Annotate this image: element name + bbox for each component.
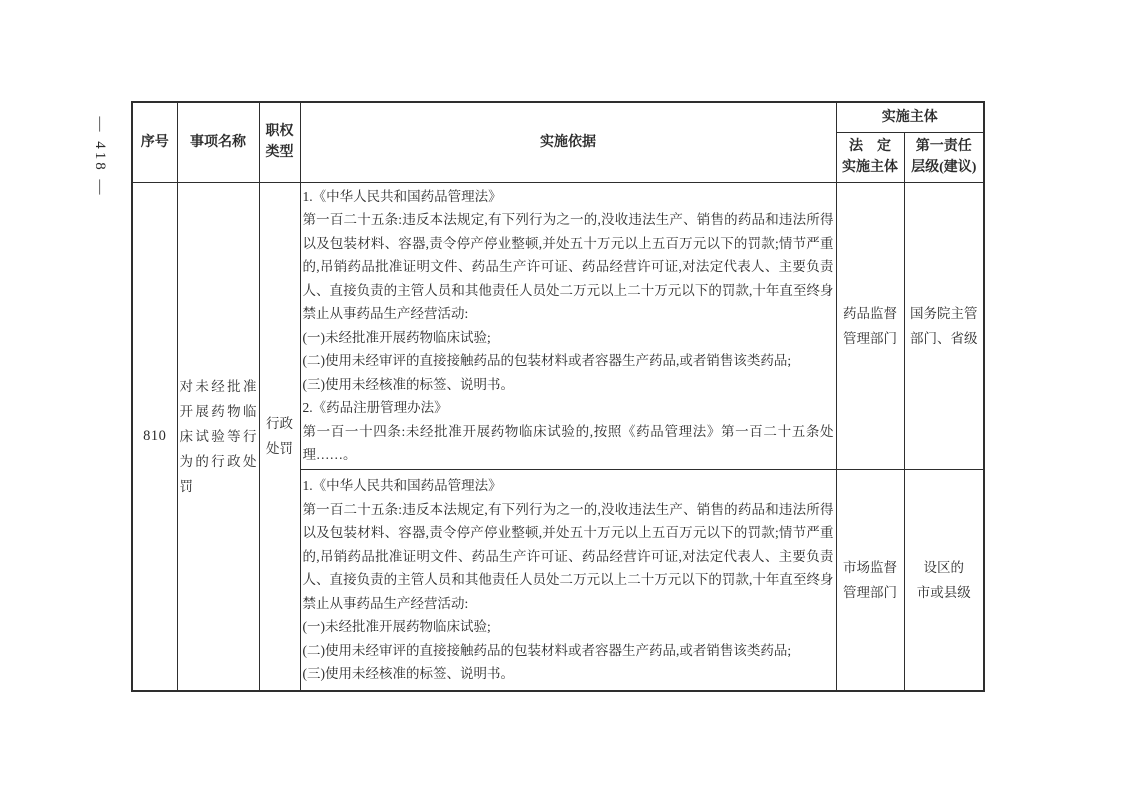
header-power-type xyxy=(259,102,300,182)
basis-paragraph: (三)使用未经核准的标签、说明书。 xyxy=(302,666,514,681)
cell-resp-level-row1 xyxy=(904,182,984,469)
legal-subject-row1-line1: 药品监督 xyxy=(843,305,897,321)
basis-paragraph: (一)未经批准开展药物临床试验; xyxy=(302,329,491,345)
resp-level-row2-line1: 设区的 xyxy=(923,559,964,575)
basis-paragraph: 第一百二十五条:违反本法规定,有下列行为之一的,没收违法生产、销售的药品和违法所得以及包装材料、容器,责令停产停业整顿,并处五十万元以上五百万元以下的罚款;情节严重的,吊销药品批准证明文件、药品生产许可证、药品经营许可证,对法定代表人、主要负责人、直接负责的主管人员和其他责任人员处二万元以上二十万元以下的罚款,十年直至终身禁止从事药品生产经营活动: xyxy=(302,501,834,611)
header-legal-subject-line2: 实施主体 xyxy=(842,160,898,175)
legal-subject-row2-line2: 管理部门 xyxy=(843,584,897,600)
cell-basis-row1 xyxy=(300,182,836,469)
resp-level-row1-line1: 国务院主管 xyxy=(910,305,978,321)
cell-legal-subject-row2 xyxy=(836,469,904,691)
page-number: — 418 — xyxy=(92,116,108,198)
implementation-matrix-table xyxy=(131,101,985,692)
legal-subject-row2-line1: 市场监督 xyxy=(843,559,897,575)
cell-item-name xyxy=(177,182,259,691)
cell-power-type xyxy=(259,182,300,691)
table-row xyxy=(132,182,984,469)
header-resp-level-line1: 第一责任 xyxy=(915,139,972,154)
basis-paragraph: 第一百二十五条:违反本法规定,有下列行为之一的,没收违法生产、销售的药品和违法所得以及包装材料、容器,责令停产停业整顿,并处五十万元以上五百万元以下的罚款;情节严重的,吊销药品批准证明文件、药品生产许可证、药品经营许可证,对法定代表人、主要负责人、直接负责的主管人员和其他责任人员处二万元以上二十万元以下的罚款,十年直至终身禁止从事药品生产经营活动: xyxy=(302,212,834,321)
header-legal-subject xyxy=(836,132,904,182)
header-power-type-line1: 职权 xyxy=(265,124,294,140)
cell-resp-level-row2 xyxy=(904,469,984,691)
header-subject-group: 实施主体 xyxy=(836,102,984,132)
basis-paragraph: (二)使用未经审评的直接接触药品的包装材料或者容器生产药品,或者销售该类药品; xyxy=(302,353,792,368)
legal-subject-row1-line2: 管理部门 xyxy=(843,330,897,346)
power-type-line1: 行政 xyxy=(266,416,293,432)
basis-paragraph: 2.《药品注册管理办法》 xyxy=(302,400,448,415)
power-type-line2: 处罚 xyxy=(266,441,293,457)
basis-paragraph: 1.《中华人民共和国药品管理法》 xyxy=(302,478,502,493)
header-basis: 实施依据 xyxy=(300,102,836,182)
basis-paragraph: (一)未经批准开展药物临床试验; xyxy=(302,619,491,634)
header-resp-level-line2: 层级(建议) xyxy=(911,160,977,175)
header-item-name: 事项名称 xyxy=(177,102,259,182)
header-legal-subject-line1: 法 定 xyxy=(849,139,891,154)
item-name-text: 对未经批准开展药物临床试验等行为的行政处罚 xyxy=(179,378,257,494)
basis-paragraph: (三)使用未经核准的标签、说明书。 xyxy=(302,376,514,392)
resp-level-row1-line2: 部门、省级 xyxy=(910,330,978,346)
header-power-type-line2: 类型 xyxy=(265,145,294,161)
cell-serial-number: 810 xyxy=(132,182,177,691)
basis-paragraph: 第一百一十四条:未经批准开展药物临床试验的,按照《药品管理法》第一百二十五条处理……。 xyxy=(302,423,834,462)
resp-level-row2-line2: 市或县级 xyxy=(916,584,971,600)
basis-paragraph: 1.《中华人民共和国药品管理法》 xyxy=(302,188,502,204)
header-serial: 序号 xyxy=(132,102,177,182)
cell-legal-subject-row1 xyxy=(836,182,904,469)
header-row-top xyxy=(132,102,984,132)
header-resp-level xyxy=(904,132,984,182)
cell-basis-row2 xyxy=(300,469,836,691)
basis-paragraph: (二)使用未经审评的直接接触药品的包装材料或者容器生产药品,或者销售该类药品; xyxy=(302,642,792,658)
